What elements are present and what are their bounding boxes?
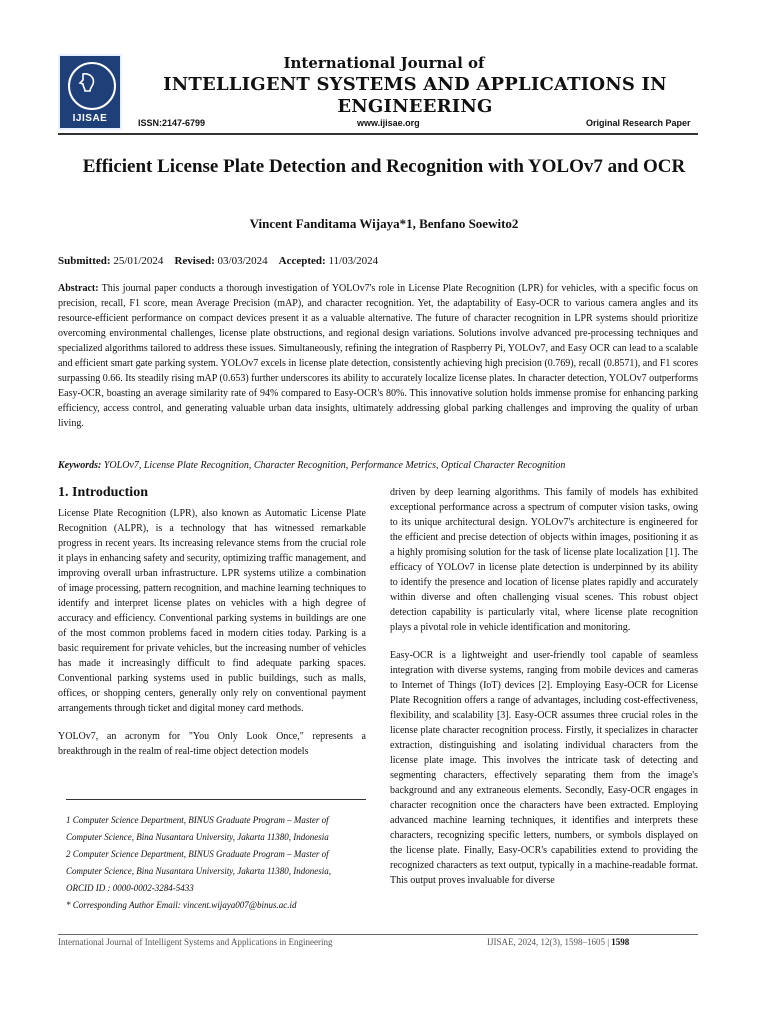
revised-date: 03/03/2024 [217,255,268,267]
keywords-label: Keywords: [58,460,102,471]
abstract-text: This journal paper conducts a thorough investigation of YOLOv7's role in License Plate Recognition (LPR) for vehicles, with a specific focus on precision, recall, F1 score, mean Average Precision (mAP), and character recognition. Yet, the adaptability of Easy-OCR to various camera angles and its resource-efficient performance on compact devices present it as a valuable alternative. The future of character recognition in LPR systems should prioritize overcoming environmental challenges, license plate obstructions, and regional design variations. Solutions involve advanced pre-processing techniques and specialized algorithms tailored to address these issues. Simultaneously, refining the integration of Raspberry Pi, YOLOv7, and Easy OCR can lead to a scalable and efficient smart gate parking system. YOLOv7 excels in license plate detection, consistently achieving high precision (0.769), recall (0.8571), and F1 scores surpassing 0.66. Its steadily rising mAP (0.653) further underscores its ability to accurately localize license plates. In character detection, YOLOv7 outperforms Easy-OCR, boasting an average similarity rate of 94% compared to Easy-OCR's 80%. This innovative solution holds immense promise for enhancing parking efficiency, access control, and generating valuable urban data insights, ultimately addressing global parking challenges and improving the quality of urban living. [58,283,698,429]
footnotes [66,812,366,914]
revised-label: Revised: [174,255,215,267]
publication-dates [58,255,378,267]
page-number: 1598 [611,937,630,947]
footnote-affiliation-2: 2 Computer Science Department, BINUS Graduate Program – Master of Computer Science, Bina Nusantara University, Jakarta 11380, Indonesia, [66,849,332,876]
footer-citation [487,937,629,947]
abstract-label: Abstract: [58,283,99,294]
logo-face-icon [75,71,99,95]
footer-journal-name: International Journal of Intelligent Systems and Applications in Engineering [58,937,333,947]
right-paragraph-2: Easy-OCR is a lightweight and user-friendly tool capable of seamless integration with diverse systems, ranging from mobile devices and cameras to Internet of Things (IoT) devices [2]. Employing Easy-OCR for License Plate Recognition offers a range of advantages, including cost-effectiveness, flexibility, and scalability [3]. Easy-OCR assumes three crucial roles in the license plate character recognition process. Firstly, it specializes in character extraction, distinguishing and isolating individual characters from the license plate image. This involves the intricate task of detecting and segmenting characters, effectively separating them from the image's background and any extraneous elements. Secondly, Easy-OCR engages in character recognition once the characters have been extracted. Employing advanced machine learning techniques, it identifies and interprets these characters, recognizing specific letters, numbers, or symbols displayed on the license plate. Finally, Easy-OCR's capabilities extend to providing the recognized characters as text output, typically in a machine-readable format. This output proves invaluable for diverse [390,650,698,886]
submitted-label: Submitted: [58,255,111,267]
footer-citation-text: IJISAE, 2024, 12(3), 1598–1605 | [487,937,610,947]
accepted-date: 11/03/2024 [328,255,379,267]
keywords [58,459,698,473]
header-rule [58,133,698,135]
keywords-text: YOLOv7, License Plate Recognition, Character Recognition, Performance Metrics, Optical Character Recognition [103,460,566,471]
journal-title: INTELLIGENT SYSTEMS AND APPLICATIONS IN ENGINEERING [163,74,667,117]
right-column [390,485,698,901]
author-list: Vincent Fanditama Wijaya*1, Benfano Soewito2 [249,216,519,231]
paper-type: Original Research Paper [586,118,691,128]
logo-text: IJISAE [72,113,108,124]
section-introduction-title: 1. Introduction [58,485,148,500]
right-paragraph-1: driven by deep learning algorithms. This family of models has exhibited exceptional performance across a spectrum of computer vision tasks, owing to its unique architectural design. YOLOv7's architecture is engineered for the efficient and precise detection of objects within images, positioning it as a highly promising solution for the task of license plate localization [1]. The efficacy of YOLOv7 in license plate detection is underpinned by its ability to identify the presence and location of license plates rapidly and accurately within diverse and often challenging visual scenes. This robust object detection capability is particularly vital, where license plate recognition plays a pivotal role in vehicle identification and monitoring. [390,487,698,633]
footnote-rule [66,799,366,800]
journal-small-title: International Journal of [283,54,485,72]
left-column [58,506,366,772]
left-paragraph-2: YOLOv7, an acronym for "You Only Look Once," represents a breakthrough in the realm of real-time object detection models [58,731,366,757]
footer-rule [58,934,698,935]
footnote-orcid: ORCID ID : 0000-0002-3284-5433 [66,883,194,893]
footnote-affiliation-1: 1 Computer Science Department, BINUS Graduate Program – Master of Computer Science, Bina Nusantara University, Jakarta 11380, Indonesia [66,815,329,842]
website-link[interactable]: www.ijisae.org [357,118,420,128]
footnote-corresponding-author: * Corresponding Author Email: vincent.wijaya007@binus.ac.id [66,900,297,910]
abstract [58,281,698,431]
submitted-date: 25/01/2024 [113,255,164,267]
issn: ISSN:2147-6799 [138,118,206,128]
paper-title: Efficient License Plate Detection and Recognition with YOLOv7 and OCR [82,156,686,177]
left-paragraph-1: License Plate Recognition (LPR), also known as Automatic License Plate Recognition (ALPR), is a technology that has witnessed remarkable progress in recent years. Its increasing relevance stems from the crucial role it plays in enhancing safety and security, optimizing traffic management, and improving overall urban infrastructure. LPR systems utilize a combination of image processing, pattern recognition, and machine learning techniques to identify and interpret license plates on vehicles with a high degree of accuracy and efficiency. Conventional parking systems in buildings are one of the most common problems faced in modern cities today. Parking is a basic requirement for private vehicles, but the increasing number of vehicles has made it increasingly difficult to find adequate parking spaces. Conventional parking systems used in public buildings, such as malls, offices, or shopping centers, generally only rely on conventional payment arrangements through ticket and digital money card methods. [58,508,366,714]
accepted-label: Accepted: [278,255,326,267]
